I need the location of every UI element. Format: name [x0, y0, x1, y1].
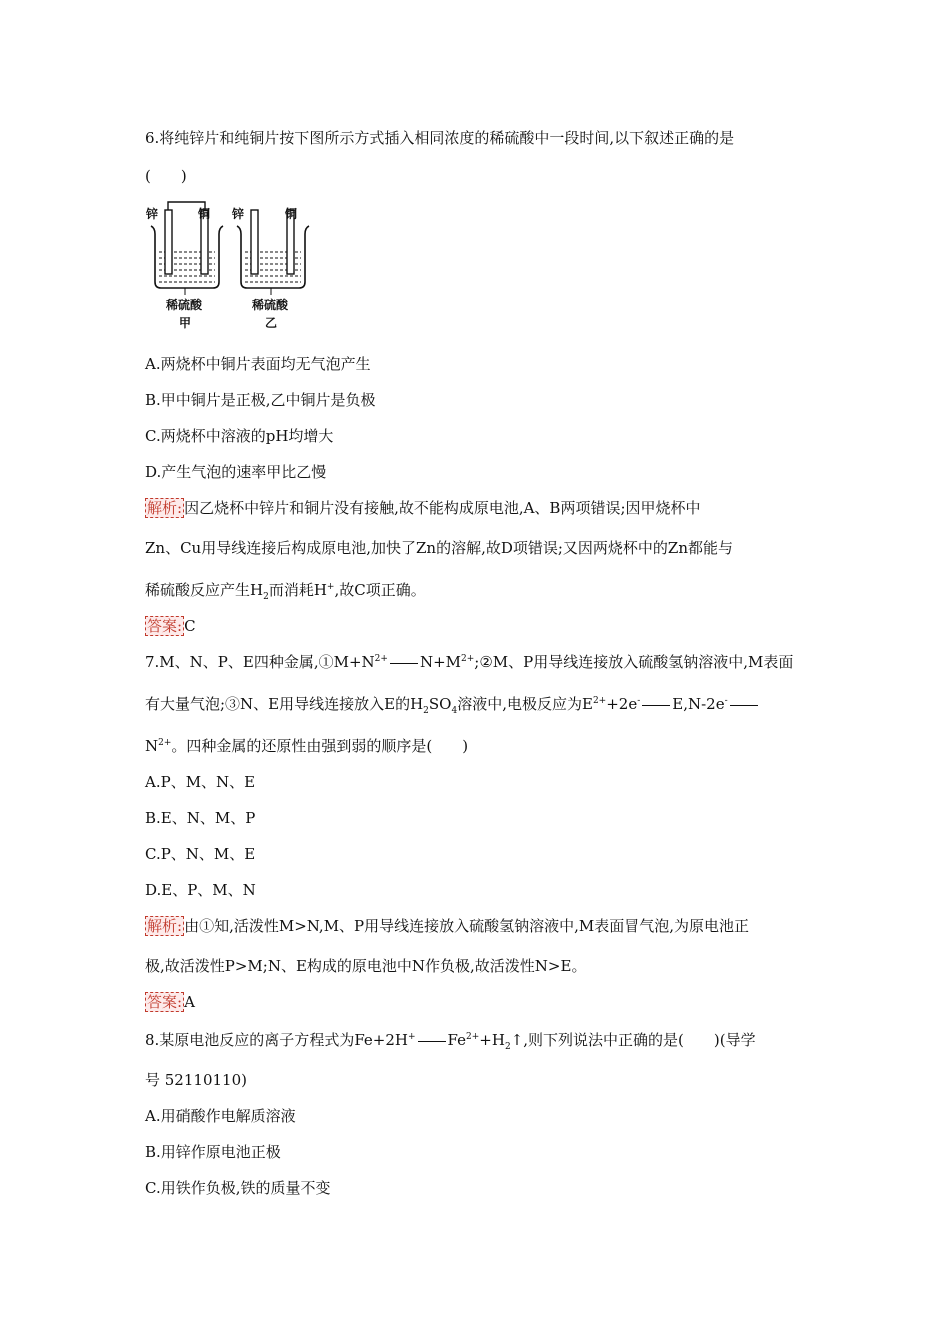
q7-stem-line-1: 7.M、N、P、E四种金属$,①M+N^{2+}$ $N+M^{2+};②M$、P用导线连接放入硫酸氢钠溶液中,M表面 — [145, 653, 794, 671]
q6-analysis-tag: 解析: — [147, 499, 183, 517]
q7-analysis-line-2: 极,故活泼性P>M;N、E构成的原电池中N作负极,故活泼性N>E。 — [145, 957, 587, 975]
zinc-label-yi: 锌 — [232, 207, 245, 221]
q6-option-d: D.产生气泡的速率甲比乙慢 — [145, 463, 327, 481]
equals-line — [390, 663, 418, 664]
q7-answer-value: A — [184, 993, 195, 1011]
q8-option-a: A.用硝酸作电解质溶液 — [145, 1107, 296, 1125]
q7-analysis-line-1 — [145, 916, 749, 936]
beaker-label-jia: 甲 — [179, 316, 192, 330]
q7-option-a: A.P、M、N、E — [145, 773, 256, 791]
q7-analysis-tag: 解析: — [147, 917, 183, 935]
beaker-yi — [237, 210, 309, 295]
q6-answer-paren: ( ) — [145, 167, 187, 185]
q7-answer — [145, 992, 195, 1012]
zinc-label-jia: 锌 — [146, 207, 159, 221]
q8-stem-line-1: 8.某原电池反应的离子方程式为Fe+2H+ $Fe^{2+}+H_2↑$,则下列说法中正确的是( )(导学 — [145, 1031, 756, 1052]
q7-option-d: D.E、P、M、N — [145, 881, 256, 899]
q6-analysis-text-1: 因乙烧杯中锌片和铜片没有接触,故不能构成原电池,A、B两项错误;因甲烧杯中 — [184, 499, 701, 517]
q6-answer — [145, 616, 196, 636]
beaker-figure — [145, 200, 315, 335]
q7-analysis-text-1: 由①知,活泼性M>N,M、P用导线连接放入硫酸氢钠溶液中,M表面冒气泡,为原电池正 — [184, 917, 750, 935]
q7-stem-line-3: $N^{2+}$。四种金属的还原性由强到弱的顺序是( ) — [145, 737, 469, 755]
copper-label-yi: 铜 — [285, 207, 298, 221]
equals-line — [418, 1041, 446, 1042]
equals-line — [642, 705, 670, 706]
q7-option-b: B.E、N、M、P — [145, 809, 256, 827]
q7-answer-tag: 答案: — [147, 993, 183, 1011]
beaker-jia — [151, 202, 223, 295]
copper-label-jia: 铜 — [198, 207, 211, 221]
q6-option-a: A.两烧杯中铜片表面均无气泡产生 — [145, 355, 371, 373]
beaker-label-yi: 乙 — [265, 316, 278, 330]
q6-answer-value: C — [184, 617, 196, 635]
q6-stem: 6.将纯锌片和纯铜片按下图所示方式插入相同浓度的稀硫酸中一段时间,以下叙述正确的是 — [145, 129, 735, 147]
q6-analysis-line-1 — [145, 498, 701, 518]
q8-option-b: B.用锌作原电池正极 — [145, 1143, 281, 1161]
q6-option-b: B.甲中铜片是正极,乙中铜片是负极 — [145, 391, 376, 409]
q8-stem-line-2: 号 52110110) — [145, 1071, 247, 1089]
q8-option-c: C.用铁作负极,铁的质量不变 — [145, 1179, 331, 1197]
q7-option-c: C.P、N、M、E — [145, 845, 256, 863]
q6-option-c: C.两烧杯中溶液的pH均增大 — [145, 427, 334, 445]
q6-analysis-line-2: Zn、Cu用导线连接后构成原电池,加快了Zn的溶解,故D项错误;又因两烧杯中的Zn都能与 — [145, 539, 734, 557]
acid-label-yi: 稀硫酸 — [252, 298, 289, 312]
equals-line — [730, 705, 758, 706]
q6-answer-tag: 答案: — [147, 617, 183, 635]
acid-label-jia: 稀硫酸 — [166, 298, 203, 312]
q7-stem-line-2: 有大量气泡;③N、E用导线连接放入E的$H_2SO_4$溶液中,电极反应为$E^{2+}+2e^-$ E,N-2e- — [145, 694, 760, 714]
q6-analysis-line-3: 稀硫酸反应产生$H_2$而消耗H+,故C项正确。 — [145, 581, 426, 602]
beaker-diagram — [145, 200, 315, 335]
